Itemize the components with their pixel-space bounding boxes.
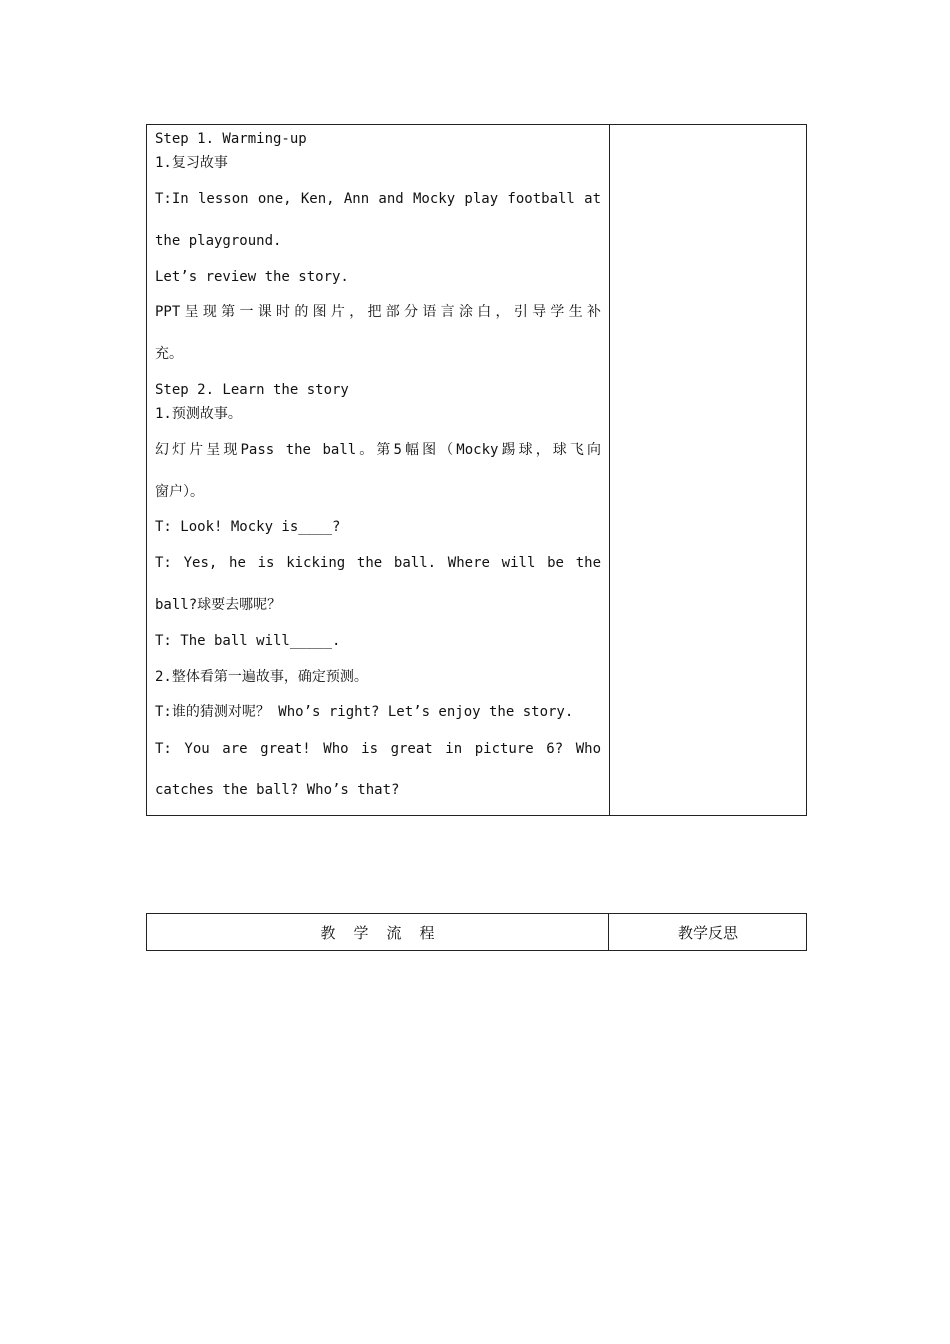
line-ball-will: T: The ball will_____. <box>155 633 341 649</box>
line-ppt-instruction-1: PPT呈现第一课时的图片，把部分语言涂白，引导学生补 <box>155 304 601 320</box>
line-who-right: T:谁的猜测对呢？ Who’s right? Let’s enjoy the story. <box>155 704 574 720</box>
line-look-question: T: Look! Mocky is____? <box>155 519 341 535</box>
line-kicking-question-2: ball?球要去哪呢？ <box>155 597 282 613</box>
line-slide-instruction-2: 窗户）。 <box>155 484 204 500</box>
line-slide-instruction-1: 幻灯片呈现Pass the ball。第5幅图（Mocky踢球，球飞向 <box>155 442 601 458</box>
header-table <box>146 913 807 951</box>
line-predict-heading: 1.预测故事。 <box>155 406 242 422</box>
line-great-question-2: catches the ball? Who’s that? <box>155 782 400 798</box>
line-great-question-1: T: You are great! Who is great in picture 6? Who <box>155 741 601 757</box>
reflection-cell <box>610 125 806 815</box>
teaching-process-cell <box>147 125 610 815</box>
line-watch-story: 2.整体看第一遍故事，确定预测。 <box>155 669 368 685</box>
line-review-text-1: T:In lesson one, Ken, Ann and Mocky play football at <box>155 191 601 207</box>
teaching-reflection-header: 教学反思 <box>677 923 738 942</box>
line-review-text-2: the playground. <box>155 233 282 249</box>
line-ppt-instruction-2: 充。 <box>155 346 183 362</box>
teaching-process-header: 教学流程 <box>147 914 609 950</box>
line-step2-title: Step 2. Learn the story <box>155 382 349 398</box>
lesson-plan-table <box>146 124 807 816</box>
line-kicking-question-1: T: Yes, he is kicking the ball. Where will be the <box>155 555 601 571</box>
line-step1-title: Step 1. Warming-up <box>155 131 307 147</box>
line-review-prompt: Let’s review the story. <box>155 269 349 285</box>
line-review-heading: 1.复习故事 <box>155 155 228 171</box>
